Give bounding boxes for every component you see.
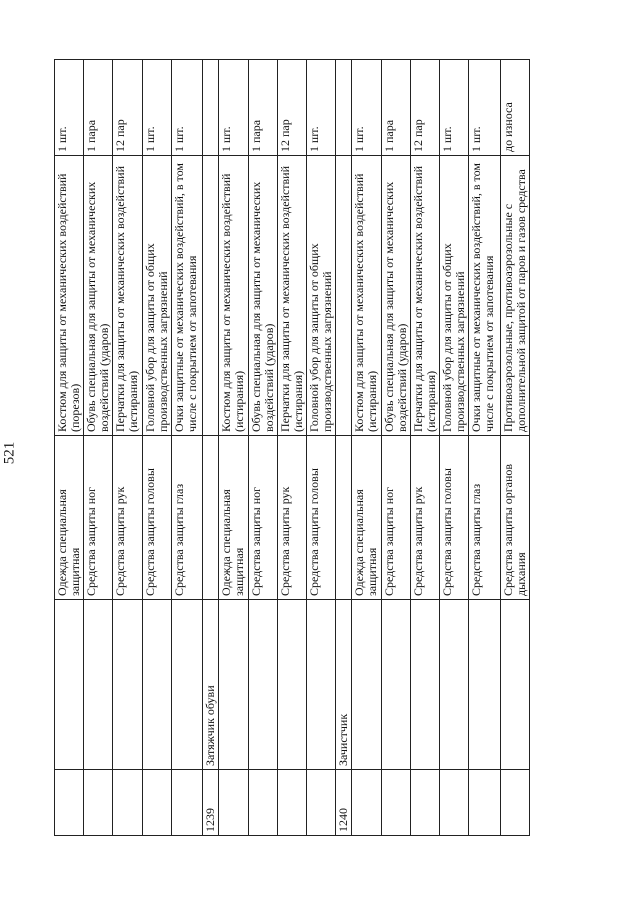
ppe-description-cell: Противоаэрозольные, противоаэрозольные с дополнительной защитой от паров и газов средства <box>500 156 529 436</box>
quantity-cell: 12 пар <box>410 60 439 156</box>
table-row <box>307 60 336 836</box>
ppe-description-cell: Перчатки для защиты от механических воздействий (истирания) <box>113 156 142 436</box>
rotated-table-wrapper <box>54 60 530 836</box>
ppe-type-cell: Средства защиты ног <box>381 436 410 600</box>
profession-cell <box>469 600 500 770</box>
ppe-description-cell: Очки защитные от механических воздействий, в том числе с покрытием от запотевания <box>469 156 500 436</box>
ppe-type-cell: Средства защиты головы <box>142 436 171 600</box>
code-cell <box>142 770 171 836</box>
quantity-cell <box>336 60 352 156</box>
ppe-type-cell: Средства защиты ног <box>248 436 277 600</box>
code-cell <box>248 770 277 836</box>
profession-cell <box>440 600 469 770</box>
table-row <box>113 60 142 836</box>
profession-cell <box>84 600 113 770</box>
profession-cell <box>171 600 202 770</box>
quantity-cell: 1 шт. <box>307 60 336 156</box>
code-cell <box>55 770 84 836</box>
ppe-description-cell: Головной убор для защиты от общих производственных загрязнений <box>440 156 469 436</box>
table-row <box>277 60 306 836</box>
ppe-description-cell <box>203 156 219 436</box>
ppe-type-cell: Средства защиты головы <box>440 436 469 600</box>
ppe-type-cell: Одежда специальная защитная <box>55 436 84 600</box>
ppe-norms-table <box>54 59 530 836</box>
ppe-type-cell <box>336 436 352 600</box>
ppe-description-cell: Костюм для защиты от механических воздействий (истирания) <box>352 156 381 436</box>
table-row <box>469 60 500 836</box>
code-cell <box>469 770 500 836</box>
quantity-cell: 1 шт. <box>469 60 500 156</box>
profession-name: Зачистчик <box>336 600 352 770</box>
quantity-cell: 1 шт. <box>55 60 84 156</box>
table-row <box>84 60 113 836</box>
quantity-cell: 1 пара <box>248 60 277 156</box>
ppe-type-cell: Средства защиты глаз <box>171 436 202 600</box>
ppe-description-cell: Перчатки для защиты от механических воздействий (истирания) <box>277 156 306 436</box>
quantity-cell: 1 шт. <box>171 60 202 156</box>
quantity-cell: 12 пар <box>277 60 306 156</box>
ppe-type-cell: Средства защиты органов дыхания <box>500 436 529 600</box>
profession-name: Затяжчик обуви <box>203 600 219 770</box>
code-cell <box>381 770 410 836</box>
profession-cell <box>113 600 142 770</box>
page-number: 521 <box>1 441 18 465</box>
code-cell <box>113 770 142 836</box>
ppe-type-cell: Средства защиты ног <box>84 436 113 600</box>
code-cell <box>84 770 113 836</box>
table-row <box>248 60 277 836</box>
profession-cell <box>410 600 439 770</box>
ppe-description-cell: Перчатки для защиты от механических воздействий (истирания) <box>410 156 439 436</box>
ppe-type-cell: Средства защиты рук <box>410 436 439 600</box>
table-row <box>142 60 171 836</box>
table-row <box>352 60 381 836</box>
ppe-type-cell: Средства защиты рук <box>113 436 142 600</box>
ppe-type-cell <box>203 436 219 600</box>
profession-cell <box>219 600 248 770</box>
table-row <box>55 60 84 836</box>
ppe-description-cell <box>336 156 352 436</box>
profession-code: 1239 <box>203 770 219 836</box>
ppe-description-cell: Костюм для защиты от механических воздействий (истирания) <box>219 156 248 436</box>
profession-cell <box>142 600 171 770</box>
table-row <box>219 60 248 836</box>
quantity-cell <box>203 60 219 156</box>
table-row <box>171 60 202 836</box>
ppe-description-cell: Обувь специальная для защиты от механических воздействий (ударов) <box>84 156 113 436</box>
profession-header-row <box>203 60 219 836</box>
profession-cell <box>248 600 277 770</box>
profession-code: 1240 <box>336 770 352 836</box>
code-cell <box>277 770 306 836</box>
ppe-type-cell: Средства защиты рук <box>277 436 306 600</box>
quantity-cell: до износа <box>500 60 529 156</box>
ppe-description-cell: Костюм для защиты от механических воздействий (порезов) <box>55 156 84 436</box>
profession-cell <box>352 600 381 770</box>
ppe-description-cell: Головной убор для защиты от общих производственных загрязнений <box>142 156 171 436</box>
code-cell <box>440 770 469 836</box>
quantity-cell: 1 шт. <box>352 60 381 156</box>
ppe-type-cell: Одежда специальная защитная <box>219 436 248 600</box>
code-cell <box>307 770 336 836</box>
profession-cell <box>381 600 410 770</box>
profession-cell <box>55 600 84 770</box>
profession-cell <box>307 600 336 770</box>
profession-cell <box>500 600 529 770</box>
ppe-type-cell: Средства защиты глаз <box>469 436 500 600</box>
table-row <box>440 60 469 836</box>
table-row <box>410 60 439 836</box>
code-cell <box>171 770 202 836</box>
ppe-type-cell: Средства защиты головы <box>307 436 336 600</box>
table-row <box>381 60 410 836</box>
ppe-description-cell: Головной убор для защиты от общих производственных загрязнений <box>307 156 336 436</box>
quantity-cell: 1 шт. <box>142 60 171 156</box>
quantity-cell: 1 шт. <box>440 60 469 156</box>
code-cell <box>410 770 439 836</box>
quantity-cell: 1 пара <box>381 60 410 156</box>
profession-cell <box>277 600 306 770</box>
table-row <box>500 60 529 836</box>
ppe-description-cell: Очки защитные от механических воздействий, в том числе с покрытием от запотевания <box>171 156 202 436</box>
ppe-description-cell: Обувь специальная для защиты от механических воздействий (ударов) <box>248 156 277 436</box>
quantity-cell: 12 пар <box>113 60 142 156</box>
code-cell <box>219 770 248 836</box>
code-cell <box>500 770 529 836</box>
ppe-type-cell: Одежда специальная защитная <box>352 436 381 600</box>
profession-header-row <box>336 60 352 836</box>
ppe-description-cell: Обувь специальная для защиты от механических воздействий (ударов) <box>381 156 410 436</box>
quantity-cell: 1 шт. <box>219 60 248 156</box>
quantity-cell: 1 пара <box>84 60 113 156</box>
code-cell <box>352 770 381 836</box>
